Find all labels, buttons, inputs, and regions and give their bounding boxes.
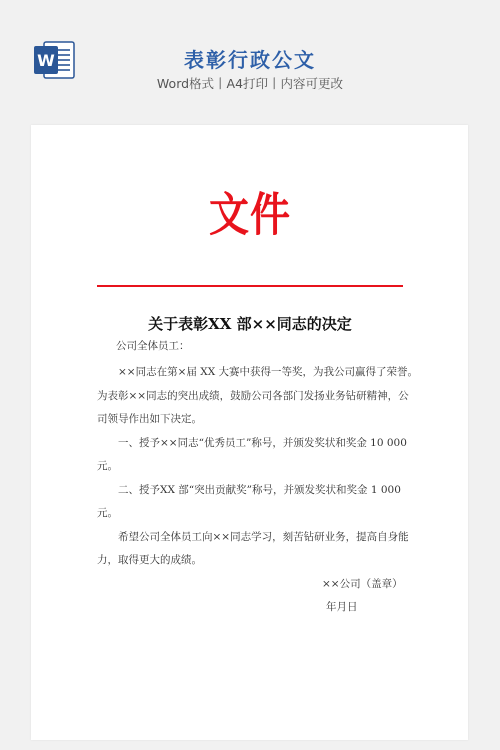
body-line: 为表彰××同志的突出成绩，鼓励公司各部门发扬业务钻研精神，公 [97, 390, 409, 402]
document-title: 关于表彰XX 部××同志的决定 [148, 315, 352, 333]
body-line: ××同志在第×届 XX 大赛中获得一等奖，为我公司赢得了荣誉。 [118, 366, 419, 378]
body-line: 希望公司全体员工向××同志学习，刻苦钻研业务，提高自身能 [118, 531, 409, 543]
signature: ××公司（盖章） [322, 578, 403, 590]
body-line: 一、授予××同志“优秀员工”称号，并颁发奖状和奖金 10 000 [118, 437, 407, 449]
page-subtitle: Word格式丨A4打印丨内容可更改 [156, 76, 344, 91]
body-line: 元。 [97, 507, 118, 519]
red-divider [97, 285, 403, 287]
document-header-title: 文件 [209, 187, 291, 242]
header [0, 0, 500, 110]
body-line: 力，取得更大的成绩。 [97, 554, 202, 566]
body-line: 元。 [97, 460, 118, 472]
date-line: 年月日 [326, 601, 358, 613]
word-icon-letter: W [37, 51, 55, 70]
body-line: 二、授予XX 部“突出贡献奖”称号，并颁发奖状和奖金 1 000 [118, 484, 401, 496]
page-title: 表彰行政公文 [184, 48, 316, 72]
body-line: 司领导作出如下决定。 [97, 413, 202, 425]
salutation: 公司全体员工： [116, 340, 190, 352]
